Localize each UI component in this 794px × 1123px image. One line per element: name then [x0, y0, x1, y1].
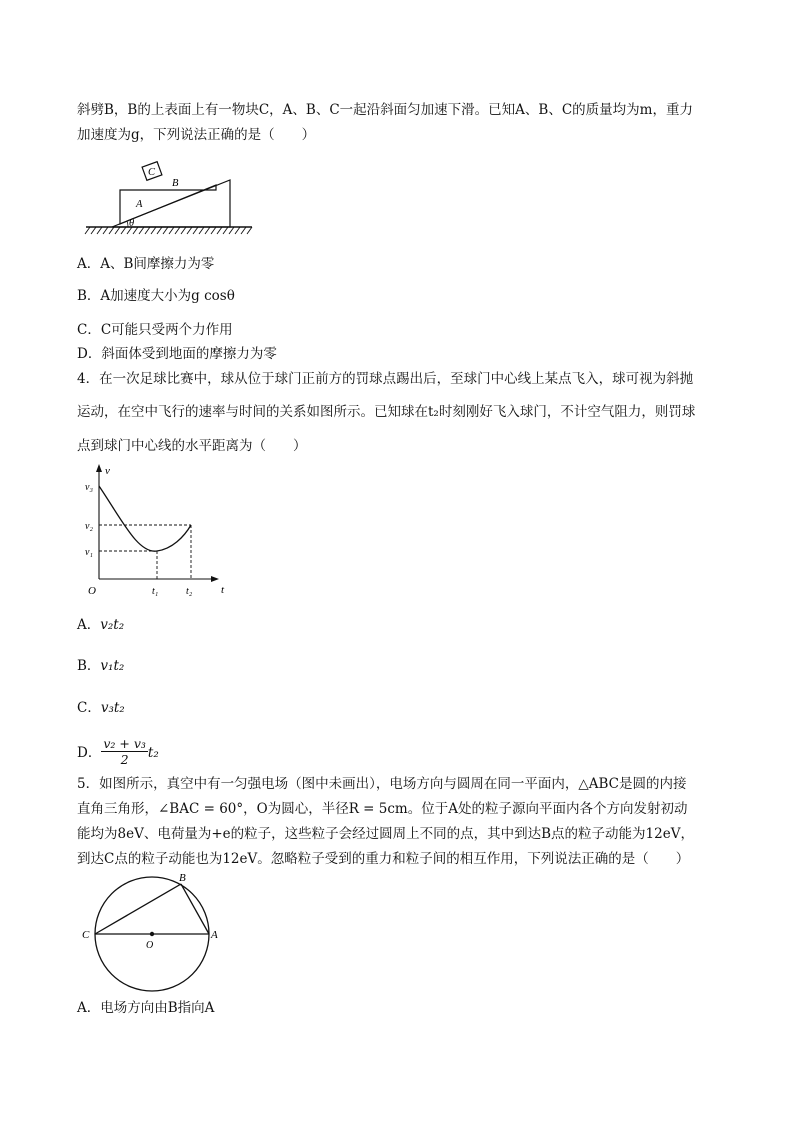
q4-option-a-value: v₂t₂ [100, 617, 125, 633]
fraction-denominator: 2 [120, 752, 129, 767]
q5-stem-line-1: 5．如图所示，真空中有一匀强电场（图中未画出），电场方向与圆周在同一平面内，△ABC是圆的内接 [77, 776, 687, 792]
block-c-label: C [148, 167, 156, 178]
q4-stem-line-1: 4．在一次足球比赛中，球从位于球门正前方的罚球点踢出后，至球门中心线上某点飞入，球可视为斜抛 [77, 371, 694, 387]
center-o-label: O [146, 940, 154, 951]
t2-tick-label: t₂ [186, 586, 193, 597]
q5-stem-line-3: 能均为8eV、电荷量为+e的粒子，这些粒子会经过圆周上不同的点，其中到达B点的粒子动能为12eV， [77, 826, 694, 842]
q4-stem-line-2: 运动，在空中飞行的速率与时间的关系如图所示。已知球在t₂时刻刚好飞入球门，不计空气阻力，则罚球 [77, 404, 696, 420]
q3-option-d: D．斜面体受到地面的摩擦力为零 [77, 346, 277, 362]
q4-option-b-value: v₁t₂ [100, 658, 125, 674]
q4-option-a-prefix: A． [77, 617, 101, 633]
v2-tick-label: v₂ [85, 521, 93, 532]
block-a-label: A [136, 199, 143, 210]
q4-option-c-value: v₃t₂ [100, 700, 125, 716]
q3-stem-line-1: 斜劈B，B的上表面上有一物块C，A、B、C一起沿斜面匀加速下滑。已知A、B、C的质量均为m，重力 [77, 102, 693, 118]
angle-theta-label: θ [129, 218, 135, 229]
q3-option-a: A．A、B间摩擦力为零 [77, 256, 215, 272]
point-b-label: B [179, 872, 186, 884]
q5-stem-line-2: 直角三角形，∠BAC = 60°，O为圆心，半径R = 5cm。位于A处的粒子源向平面内各个方向发射初动 [77, 801, 688, 817]
q4-option-d-fraction [101, 736, 148, 767]
q4-option-c-prefix: C． [77, 700, 101, 716]
q4-option-d-tail: t₂ [147, 745, 159, 761]
q5-stem-line-4: 到达C点的粒子动能也为12eV。忽略粒子受到的重力和粒子间的相互作用，下列说法正确的是（ ） [77, 851, 690, 867]
v1-tick-label: v₁ [85, 547, 93, 558]
q3-incline-figure [84, 158, 259, 238]
v3-tick-label: v₃ [85, 482, 93, 493]
fraction-numerator: v₂ + v₃ [103, 736, 146, 751]
q3-option-c: C．C可能只受两个力作用 [77, 322, 233, 338]
q4-option-c [77, 698, 125, 718]
q4-option-b [77, 656, 124, 676]
origin-label: O [88, 585, 96, 597]
block-b-label: B [172, 178, 179, 189]
point-c-label: C [82, 929, 90, 941]
v-axis-label: v [105, 465, 110, 477]
q4-option-d-prefix: D． [77, 745, 102, 761]
q4-stem-line-3: 点到球门中心线的水平距离为（ ） [77, 438, 307, 454]
q5-circle-figure [80, 868, 230, 993]
q4-velocity-time-graph [80, 462, 230, 602]
q5-option-a: A．电场方向由B指向A [77, 1000, 215, 1016]
q4-option-d [77, 738, 159, 769]
q4-option-b-prefix: B． [77, 658, 101, 674]
q3-option-b: B．A加速度大小为g cosθ [77, 288, 235, 304]
q3-stem-line-2: 加速度为g，下列说法正确的是（ ） [77, 127, 316, 143]
q4-option-a [77, 615, 124, 635]
t-axis-label: t [221, 584, 225, 596]
t1-tick-label: t₁ [152, 586, 159, 597]
point-a-label: A [211, 929, 218, 941]
